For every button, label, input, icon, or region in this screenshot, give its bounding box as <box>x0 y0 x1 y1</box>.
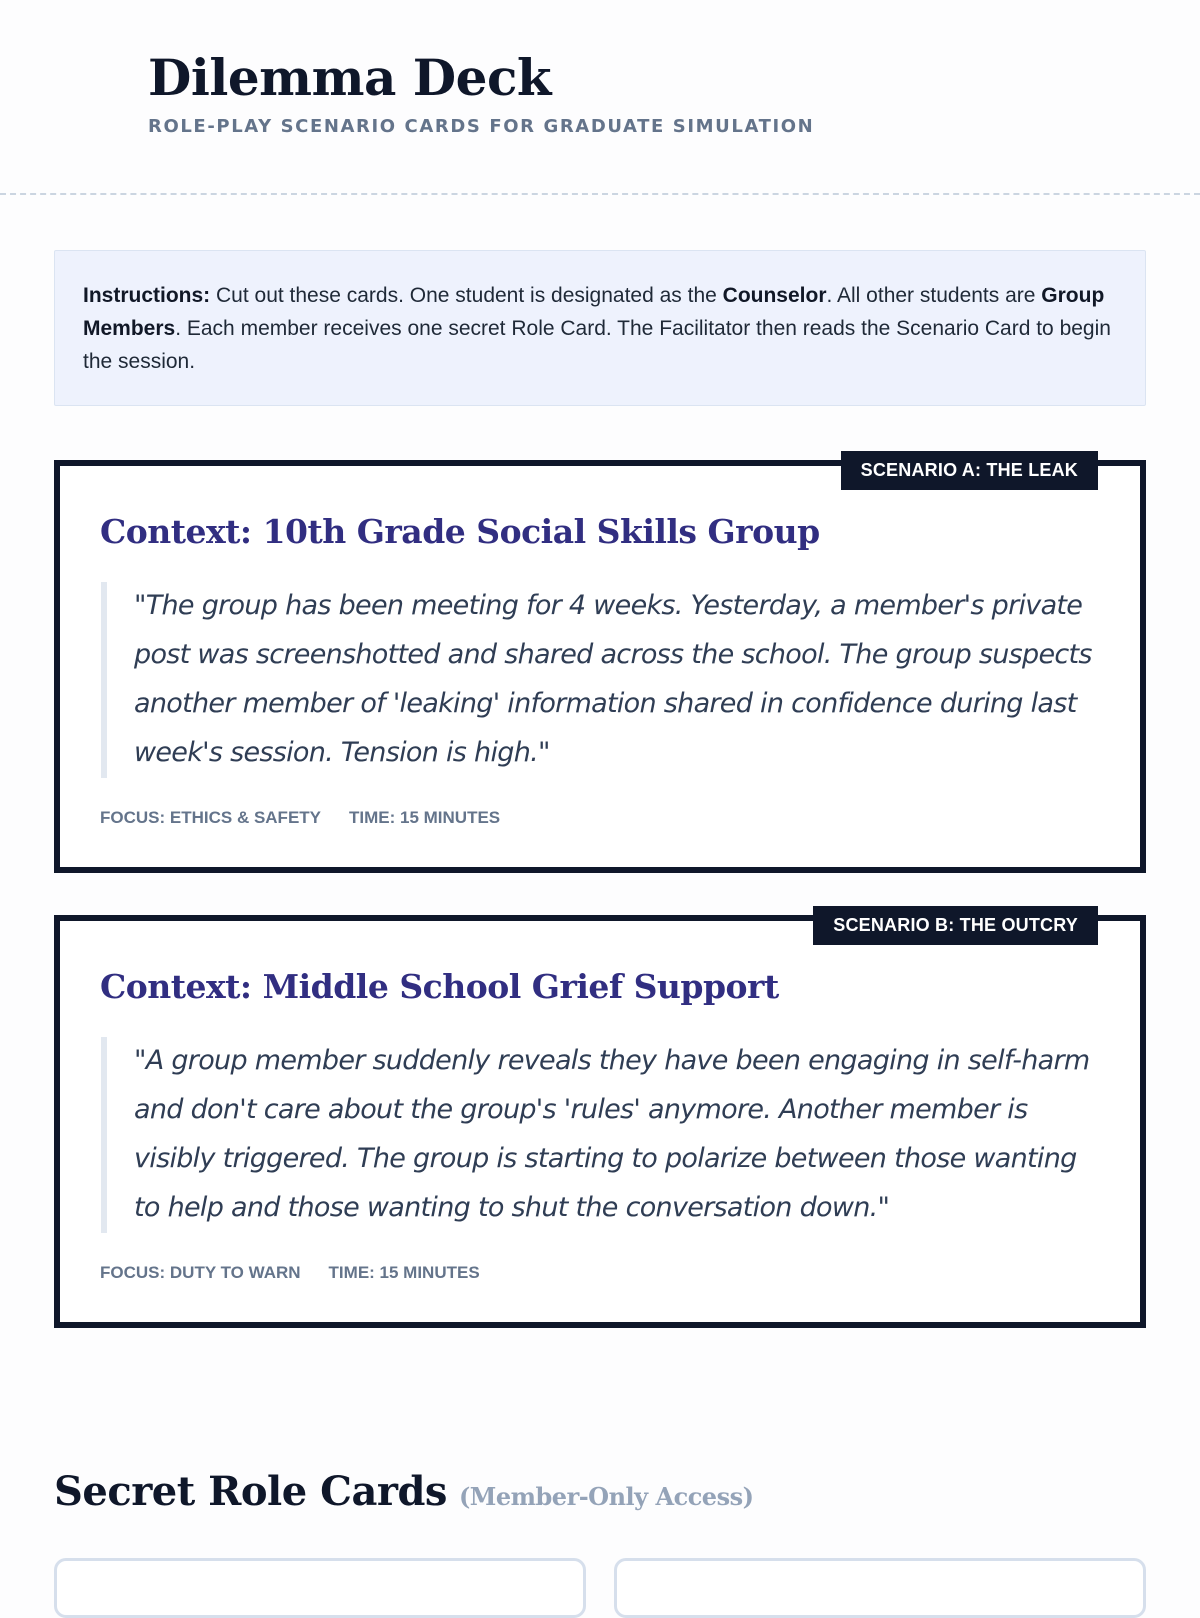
cut-line-divider <box>0 193 1200 195</box>
scenario-quote: "The group has been meeting for 4 weeks. Yesterday, a member's private post was screenshotted and shared across the school. The group suspects another member of 'leaking' information shared in confidence during last week's session. Tension is high." <box>134 590 1092 768</box>
page-subtitle: ROLE-PLAY SCENARIO CARDS FOR GRADUATE SIMULATION <box>148 116 815 137</box>
scenario-meta <box>100 808 500 828</box>
scenario-meta <box>100 1263 480 1283</box>
instructions-label: Instructions: <box>83 284 211 307</box>
scenario-tag: SCENARIO B: THE OUTCRY <box>813 906 1098 945</box>
scenario-context-title: Context: 10th Grade Social Skills Group <box>100 512 820 551</box>
scenario-focus: FOCUS: DUTY TO WARN <box>100 1263 301 1282</box>
group-members-term: Group Members <box>83 284 1105 341</box>
quote-accent-bar <box>101 582 107 778</box>
instructions-text-3: . Each member receives one secret Role Card. The Facilitator then reads the Scenario Card to begin the session. <box>83 317 1111 374</box>
instructions-text-2: . All other students are <box>826 284 1042 307</box>
quote-accent-bar <box>101 1037 107 1233</box>
role-card-right <box>614 1558 1146 1618</box>
scenario-tag: SCENARIO A: THE LEAK <box>841 451 1098 490</box>
scenario-time: TIME: 15 MINUTES <box>349 808 501 827</box>
instructions-text-1: Cut out these cards. One student is designated as the <box>210 284 723 307</box>
member-only-note: (Member-Only Access) <box>458 1482 754 1511</box>
scenario-context-title: Context: Middle School Grief Support <box>100 967 779 1006</box>
scenario-quote: "A group member suddenly reveals they have been engaging in self-harm and don't care about the group's 'rules' anymore. Another member is visibly triggered. The group is starting to polarize between those wanting to help and those wanting to shut the conversation down." <box>134 1045 1090 1223</box>
secret-role-cards-heading <box>54 1468 753 1515</box>
page-header <box>0 0 1200 196</box>
scenario-card-b <box>54 915 1146 1328</box>
page-title: Dilemma Deck <box>148 48 552 107</box>
role-card-left <box>54 1558 586 1618</box>
counselor-term: Counselor <box>722 284 827 307</box>
scenario-card-a <box>54 460 1146 873</box>
instructions-panel <box>54 250 1146 406</box>
scenario-time: TIME: 15 MINUTES <box>328 1263 480 1282</box>
secret-role-cards-title: Secret Role Cards <box>54 1468 447 1515</box>
scenario-focus: FOCUS: ETHICS & SAFETY <box>100 808 322 827</box>
